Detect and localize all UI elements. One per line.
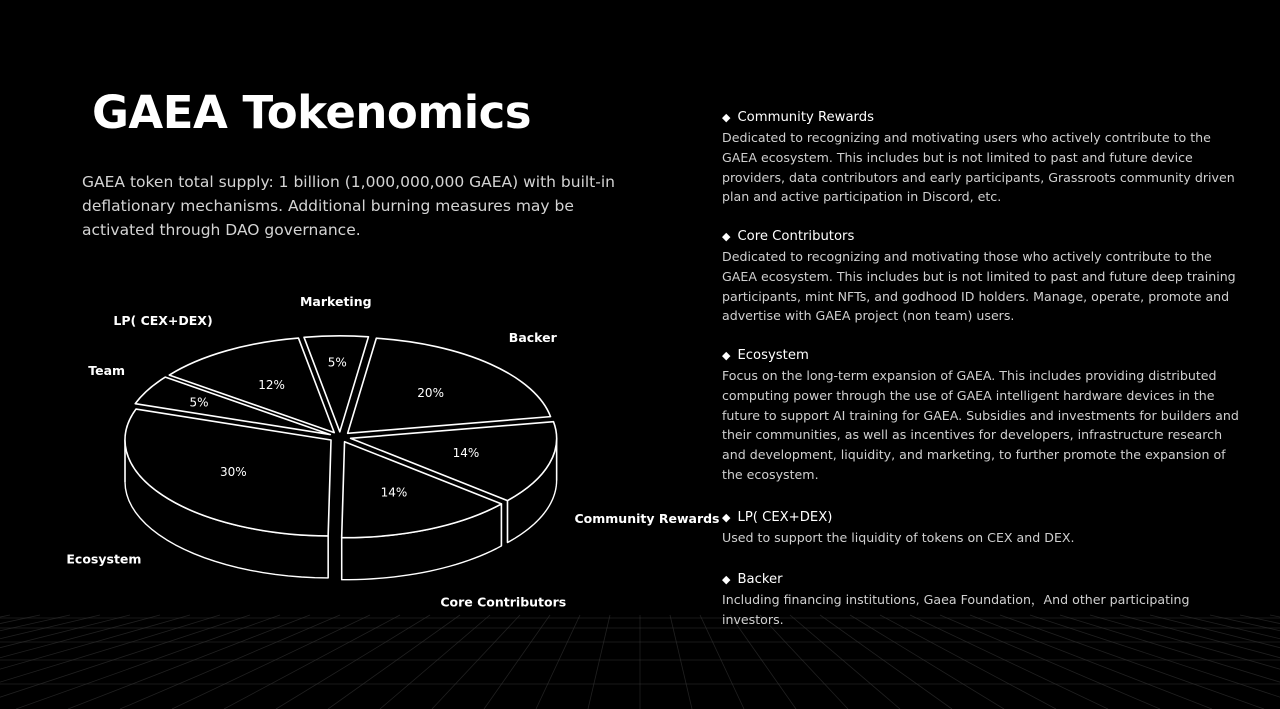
description-lp (722, 508, 1242, 548)
pie-category-label: Ecosystem (66, 551, 142, 567)
pie-value-label: 14% (380, 485, 408, 500)
description-body: Focus on the long-term expansion of GAEA. This includes providing distributed computing power through the use of GAEA intelligent hardware devices in the future to support AI training for GAEA. Subsidies and investments for builders and their communities, as well as incentives for developers, infrastructure research and development, liquidity, and marketing, to further promote the expansion of the ecosystem. (722, 368, 1239, 482)
description-backer (722, 570, 1242, 630)
pie-category-label: Community Rewards (574, 510, 720, 526)
pie-value-label: 5% (327, 355, 347, 370)
diamond-bullet-icon: ◆ (722, 349, 731, 362)
description-ecosystem (722, 346, 1242, 485)
pie-category-label: Marketing (299, 293, 372, 309)
pie-category-label: LP( CEX+DEX) (113, 312, 213, 328)
description-heading: Core Contributors (737, 229, 855, 244)
page-title: GAEA Tokenomics (92, 86, 532, 139)
description-community-rewards (722, 108, 1242, 207)
pie-value-label: 12% (258, 378, 285, 393)
diamond-bullet-icon: ◆ (722, 511, 731, 524)
pie-value-label: 30% (220, 465, 247, 480)
diamond-bullet-icon: ◆ (722, 573, 731, 586)
diamond-bullet-icon: ◆ (722, 230, 731, 243)
description-body: Including financing institutions, Gaea Foundation，And other participating investors. (722, 592, 1190, 627)
pie-category-label: Team (88, 362, 126, 378)
description-body: Used to support the liquidity of tokens on CEX and DEX. (722, 530, 1075, 545)
pie-value-label: 14% (452, 445, 480, 460)
diamond-bullet-icon: ◆ (722, 111, 731, 124)
description-heading: Ecosystem (737, 348, 809, 363)
pie-category-label: Backer (508, 330, 557, 346)
description-body: Dedicated to recognizing and motivating users who actively contribute to the GAEA ecosystem. This includes but is not limited to past and future device providers, data contributors and early participants, Grassroots community driven plan and active participation in Discord, etc. (722, 130, 1235, 205)
pie-value-label: 5% (189, 395, 209, 410)
pie-slice-backer (348, 338, 551, 433)
description-heading: LP( CEX+DEX) (737, 510, 833, 525)
total-supply-text: GAEA token total supply: 1 billion (1,000,000,000 GAEA) with built-in deflationary mechanisms. Additional burning measures may be activated through DAO governance. (82, 173, 615, 239)
description-core-contributors (722, 227, 1242, 326)
description-heading: Backer (737, 572, 783, 587)
pie-value-label: 20% (417, 386, 444, 401)
description-heading: Community Rewards (737, 110, 874, 125)
pie-category-label: Core Contributors (440, 594, 567, 610)
description-body: Dedicated to recognizing and motivating those who actively contribute to the GAEA ecosystem. This includes but is not limited to past and future deep training participants, mint NFTs, and godhood ID holders. Manage, operate, promote and advertise with GAEA project (non team) users. (722, 249, 1236, 324)
